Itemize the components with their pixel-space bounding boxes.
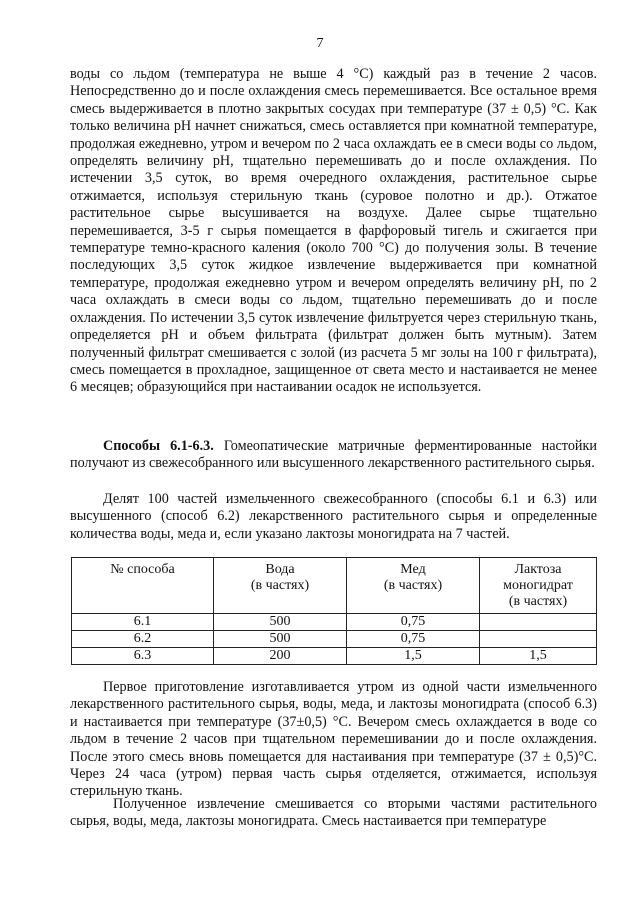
cell-water: 500 [214, 631, 347, 648]
header-honey: Мед (в частях) [347, 558, 480, 614]
table-row [72, 648, 597, 665]
cell-method: 6.1 [72, 614, 214, 631]
cell-honey: 0,75 [347, 631, 480, 648]
methods-heading: Способы 6.1-6.3. [103, 438, 214, 454]
composition-table [71, 557, 597, 665]
paragraph-first-preparation: Первое приготовление изготавливается утром из одной части измельченного лекарственного растительного сырья, воды, меда, и лактозы моногидрата (способ 6.3) и настаивается при температуре (37±0,5) °С. Вечером смесь охлаждается в воде со льдом в течение 2 часов при тщательном перемешивании до и после охлаждения. После этого смесь вновь помещается для настаивания при температуре (37 ± 0,5)°С. Через 24 часа (утром) первая часть сырья отделяется, отжимается, используя стерильную ткань. [70, 679, 597, 800]
cell-lactose: 1,5 [480, 648, 597, 665]
table-header-row [72, 558, 597, 614]
header-lactose: Лактоза моногидрат (в частях) [480, 558, 597, 614]
methods-intro-text: Гомеопатические матричные ферментированные настойки получают из свежесобранного или высушенного лекарственного растительного сырья. [70, 438, 597, 472]
paragraph-extract-mixing: Полученное извлечение смешивается со вторыми частями растительного сырья, воды, меда, лактозы моногидрата. Смесь настаивается при температуре [70, 796, 597, 830]
cell-lactose [480, 614, 597, 631]
table-row [72, 631, 597, 648]
header-water: Вода (в частях) [214, 558, 347, 614]
cell-method: 6.2 [72, 631, 214, 648]
header-method: № способа [72, 558, 214, 614]
cell-water: 500 [214, 614, 347, 631]
cell-honey: 1,5 [347, 648, 480, 665]
cell-lactose [480, 631, 597, 648]
page-number: 7 [316, 36, 324, 51]
table-row [72, 614, 597, 631]
paragraph-procedure-continued: воды со льдом (температура не выше 4 °С) каждый раз в течение 2 часов. Непосредственно до и после охлаждения смесь перемешивается. Все остальное время смесь выдерживается в плотно закрытых сосудах при температуре (37 ± 0,5) °С. Как только величина рН начнет снижаться, смесь оставляется при комнатной температуре, продолжая ежедневно, утром и вечером по 2 часа охлаждать ее в смеси воды со льдом, определять величину рН, тщательно перемешивать до и после охлаждения. По истечении 3,5 суток, во время очередного охлаждения, растительное сырье отжимается, используя стерильную ткань (суровое полотно и др.). Отжатое растительное сырье высушивается на воздухе. Далее сырье тщательно перемешивается, 3-5 г сырья помещается в фарфоровый тигель и сжигается при температуре темно-красного каления (около 700 °С) до получения золы. В течение последующих 3,5 суток жидкое извлечение выдерживается при комнатной температуре, продолжая ежедневно утром и вечером определять величину рН, по 2 часа охлаждать в смеси воды со льдом, тщательно перемешивать до и после охлаждения. По истечении 3,5 суток извлечение фильтруется через стерильную ткань, определяется рН и объем фильтрата (фильтрат должен быть мутным). Затем полученный фильтрат смешивается с золой (из расчета 5 мг золы на 100 г фильтрата), смесь помещается в прохладное, защищенное от света место и настаивается не менее 6 месяцев; образующийся при настаивании осадок не используется. [70, 66, 597, 396]
cell-honey: 0,75 [347, 614, 480, 631]
paragraph-methods-intro [70, 438, 597, 473]
cell-water: 200 [214, 648, 347, 665]
cell-method: 6.3 [72, 648, 214, 665]
paragraph-proportions: Делят 100 частей измельченного свежесобранного (способы 6.1 и 6.3) или высушенного (способ 6.2) лекарственного растительного сырья и определенные количества воды, меда и, если указано лактозы моногидрата на 7 частей. [70, 491, 597, 542]
